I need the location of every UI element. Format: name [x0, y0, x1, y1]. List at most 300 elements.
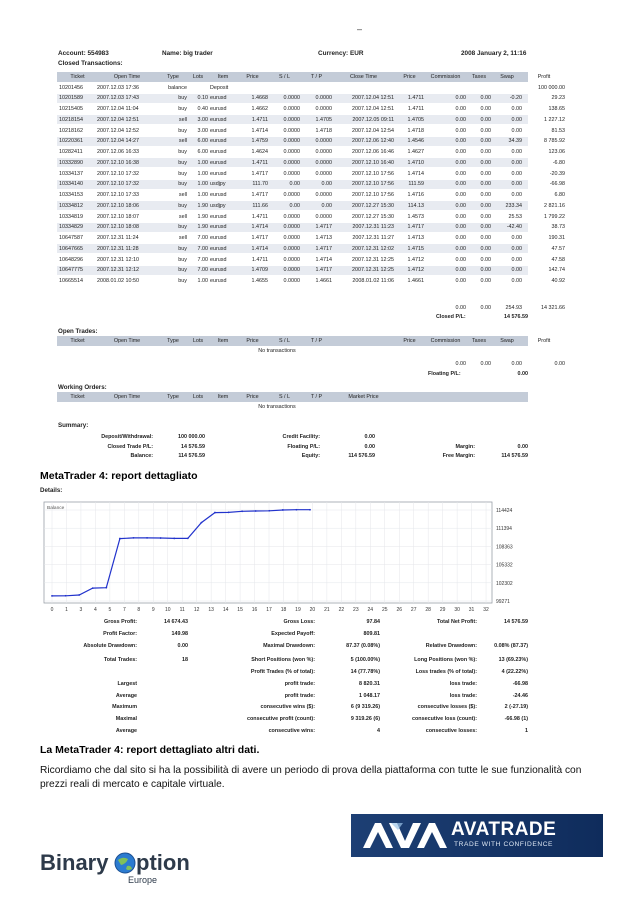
table-cell: buy — [178, 127, 187, 134]
totals-row — [57, 359, 565, 368]
table-cell: 1.4717 — [315, 224, 332, 231]
table-cell: 0.00 — [511, 192, 522, 198]
table-cell: 0.0000 — [315, 213, 332, 220]
table-cell: 10334140 — [59, 181, 83, 188]
stat-label: consecutive losses: — [425, 727, 477, 734]
stat-label: Long Positions (won %): — [414, 657, 477, 664]
table-cell: 1.4712 — [407, 267, 424, 274]
table-cell: 0.00 — [321, 202, 332, 209]
table-cell: 2007.12.31 11:27 — [352, 235, 394, 241]
summary-label: Margin: — [455, 443, 475, 450]
table-cell: 1.4713 — [407, 235, 424, 241]
table-cell: 0.00 — [480, 149, 491, 155]
table-cell: 2007.12.10 17:56 — [352, 181, 394, 188]
table-cell: eurusd — [210, 170, 227, 177]
table-cell: 0.0000 — [283, 127, 300, 134]
table-cell: 0.10 — [197, 95, 208, 102]
stat-label: consecutive wins ($): — [260, 704, 315, 711]
table-cell: balance — [168, 84, 187, 91]
table-cell: 81.53 — [551, 127, 565, 134]
table-cell: 2007.12.04 12:51 — [97, 116, 139, 123]
stat-label: profit trade: — [284, 680, 315, 687]
stat-value: -24.46 — [512, 692, 528, 699]
table-header-cell: S / L — [278, 73, 291, 80]
table-cell: 0.00 — [511, 235, 522, 241]
table-cell: 233.34 — [505, 202, 522, 209]
balance-point — [214, 512, 216, 514]
table-cell: 1.4661 — [315, 278, 332, 284]
table-cell: 0.00 — [480, 278, 491, 284]
table-cell: 0.00 — [511, 116, 522, 123]
balance-point — [241, 510, 243, 512]
table-row — [57, 83, 565, 92]
x-tick-label: 3 — [79, 607, 83, 613]
table-cell: 1.4573 — [407, 213, 424, 220]
total-cell: 0.00 — [480, 360, 491, 367]
table-header-cell: Profit — [537, 73, 551, 80]
table-cell: 2008.01.02 11:06 — [352, 278, 394, 284]
table-cell: 10218154 — [59, 116, 83, 123]
table-cell: 1.4711 — [251, 116, 268, 123]
table-cell: 0.00 — [455, 181, 466, 188]
balance-point — [296, 509, 298, 511]
table-cell: 7.00 — [197, 256, 208, 263]
table-cell: 10215405 — [59, 106, 83, 112]
stat-label: consecutive profit (count): — [247, 716, 315, 722]
plot-area — [44, 502, 492, 603]
summary-title: Summary: — [58, 422, 89, 429]
table-row — [57, 158, 565, 167]
table-cell: 2007.12.10 17:32 — [97, 170, 139, 177]
y-tick-label: 114424 — [496, 508, 513, 514]
table-cell: 2007.12.04 12:51 — [352, 106, 394, 112]
table-cell: 10218162 — [59, 127, 83, 134]
x-tick-label: 14 — [222, 607, 229, 613]
table-cell: 0.00 — [480, 138, 491, 145]
table-cell: 1.4711 — [251, 256, 268, 263]
table-cell: 2007.12.10 16:40 — [352, 159, 394, 166]
table-cell: 2007.12.04 12:54 — [352, 127, 394, 134]
table-cell: 10334137 — [59, 170, 83, 177]
table-cell: 0.00 — [480, 106, 491, 112]
table-cell: 0.0000 — [283, 278, 300, 284]
table-cell: 0.00 — [480, 267, 491, 274]
x-tick-label: 16 — [251, 607, 258, 613]
x-tick-label: 12 — [193, 607, 200, 613]
stat-label: Gross Loss: — [283, 619, 315, 625]
table-cell: 40.92 — [551, 278, 565, 284]
open-trades-title: Open Trades: — [58, 328, 98, 335]
table-cell: 2007.12.03 17:36 — [97, 84, 139, 91]
table-row — [57, 234, 565, 243]
table-cell: 2007.12.04 12:52 — [97, 127, 139, 134]
stat-value: -66.98 — [512, 680, 528, 687]
table-cell: 2007.12.10 18:06 — [97, 202, 139, 209]
summary-label: Balance: — [130, 453, 153, 459]
table-cell: 0.0000 — [283, 116, 300, 123]
page-dash: – — [357, 24, 363, 34]
table-row — [57, 266, 565, 275]
table-cell: 2007.12.31 11:24 — [97, 235, 139, 241]
table-cell: 0.0000 — [283, 95, 300, 102]
balance-point — [119, 538, 121, 540]
binary-option-logo — [40, 850, 220, 890]
table-cell: 0.0000 — [283, 256, 300, 263]
table-cell: 10647587 — [59, 235, 83, 241]
stat-value: 809.81 — [363, 630, 380, 637]
avatrade-logo — [351, 814, 603, 857]
stat-label: Profit Trades (% of total): — [250, 669, 315, 675]
table-cell: 1.4711 — [251, 213, 268, 220]
table-header-cell: Ticket — [70, 337, 85, 344]
table-cell: 2008.01.02 10:50 — [97, 278, 139, 284]
balance-point — [187, 537, 189, 539]
table-cell: 1.4661 — [407, 278, 424, 284]
table-cell: 0.00 — [480, 127, 491, 134]
x-tick-label: 0 — [50, 607, 54, 613]
table-header-cell: T / P — [310, 393, 323, 400]
table-cell: eurusd — [210, 192, 227, 198]
summary-label: Free Margin: — [442, 453, 475, 459]
floating-pl-label: Floating P/L: — [428, 371, 461, 377]
table-cell: 111.70 — [252, 181, 268, 188]
y-tick-label: 108363 — [496, 544, 513, 551]
stat-value: 1 048.17 — [359, 692, 380, 699]
table-cell: buy — [178, 202, 187, 209]
table-cell: 2007.12.03 17:43 — [97, 95, 139, 102]
working-orders-title: Working Orders: — [58, 384, 107, 391]
balance-point — [105, 587, 107, 589]
table-cell: 0.00 — [480, 202, 491, 209]
table-cell: 0.0000 — [283, 235, 300, 241]
table-cell: sell — [178, 213, 187, 220]
table-cell: 2007.12.06 16:33 — [97, 149, 139, 155]
stat-value: 13 (69.23%) — [498, 657, 528, 664]
balance-point — [268, 510, 270, 512]
stat-label: consecutive wins: — [268, 727, 315, 734]
table-cell: 1.4718 — [315, 127, 332, 134]
table-cell: 1.4668 — [251, 95, 268, 102]
summary-value: 114 576.59 — [501, 453, 528, 459]
table-cell: 3.00 — [197, 116, 208, 123]
x-tick-label: 5 — [108, 607, 112, 613]
avatrade-slogan: TRADE WITH CONFIDENCE — [454, 841, 554, 848]
total-cell: 0.00 — [480, 304, 491, 311]
stat-label: Expected Payoff: — [271, 630, 315, 637]
x-tick-label: 30 — [454, 607, 460, 613]
stat-value: 8 820.31 — [359, 680, 380, 687]
table-cell: 2007.12.10 17:33 — [97, 192, 139, 198]
table-cell: buy — [178, 256, 187, 263]
account-label: Account: 554983 — [58, 50, 109, 57]
stat-value: 149.98 — [171, 630, 188, 637]
table-cell: 1.00 — [197, 278, 208, 284]
x-tick-label: 26 — [396, 607, 403, 613]
summary-value: 114 576.59 — [348, 453, 375, 459]
working-table-header — [57, 392, 528, 402]
x-tick-label: 20 — [309, 607, 316, 613]
table-cell: 111.59 — [408, 181, 424, 188]
table-cell: 1.4711 — [407, 95, 424, 102]
table-cell: eurusd — [210, 224, 227, 231]
table-cell: 1.90 — [197, 213, 208, 220]
table-header-cell: Lots — [192, 73, 204, 80]
table-cell: 1.4716 — [407, 192, 424, 198]
table-cell: 1.00 — [197, 159, 208, 166]
table-cell: 0.40 — [197, 106, 208, 112]
total-cell: 0.00 — [455, 360, 466, 367]
intro-paragraph: Ricordiamo che dal sito si ha la possibilità di avere un periodo di prova della piattaforma con tutte le sue funzionalità con prezzi reali di mercato e capitale virtuale. — [40, 765, 582, 790]
table-cell: 0.00 — [321, 181, 332, 188]
table-cell: 6.80 — [554, 192, 565, 198]
table-cell: -66.98 — [549, 181, 565, 188]
table-cell: 2007.12.04 11:04 — [97, 106, 139, 112]
table-row — [57, 191, 565, 200]
table-cell: eurusd — [210, 278, 227, 284]
table-cell: 111.66 — [252, 202, 268, 209]
x-tick-label: 11 — [179, 607, 185, 613]
avatrade-name: AVATRADE — [451, 819, 557, 840]
x-tick-label: 1 — [65, 607, 68, 613]
table-cell: 0.00 — [511, 159, 522, 166]
table-cell: 2007.12.10 18:08 — [97, 224, 139, 231]
table-cell: 1.00 — [197, 170, 208, 177]
table-cell: 2007.12.31 11:23 — [352, 224, 394, 231]
table-header-cell: Commission — [430, 337, 461, 344]
closed-pl-label: Closed P/L: — [436, 314, 466, 320]
stat-label: Total Net Profit: — [436, 619, 477, 625]
table-header-cell: Swap — [500, 73, 514, 80]
stat-value: 97.84 — [366, 619, 380, 625]
total-cell: 254.93 — [505, 304, 522, 311]
table-cell: eurusd — [210, 95, 227, 102]
table-cell: 0.00 — [455, 159, 466, 166]
table-header-cell: Item — [217, 337, 229, 344]
table-cell: 0.00 — [511, 267, 522, 274]
table-cell: 1.4712 — [407, 256, 424, 263]
table-cell: usdjpy — [210, 181, 226, 188]
balance-chart-svg — [40, 498, 520, 613]
table-cell: 1.4627 — [407, 149, 424, 155]
table-cell: 0.00 — [480, 170, 491, 177]
table-cell: 2007.12.31 12:25 — [352, 256, 394, 263]
table-header-cell: Price — [246, 337, 259, 344]
table-cell: eurusd — [210, 127, 227, 134]
table-cell: 2 821.16 — [544, 202, 565, 209]
table-row — [57, 126, 565, 135]
table-cell: 0.00 — [511, 245, 522, 252]
x-tick-label: 24 — [367, 607, 374, 613]
table-header-cell: Price — [246, 393, 259, 400]
table-cell: eurusd — [210, 116, 227, 123]
table-row — [57, 277, 565, 286]
caption-details: La MetaTrader 4: report dettagliato altri dati. — [40, 744, 260, 756]
x-tick-label: 7 — [122, 607, 126, 613]
table-cell: 1.4662 — [251, 106, 268, 112]
table-header-cell: Open Time — [113, 393, 141, 400]
table-cell: -42.40 — [506, 224, 522, 231]
table-cell: 2007.12.10 16:38 — [97, 159, 139, 166]
table-cell: 10201589 — [59, 95, 83, 102]
table-cell: 0.0000 — [283, 138, 300, 145]
stat-value: 18 — [182, 657, 188, 664]
table-cell: 0.0000 — [315, 95, 332, 102]
table-cell: 123.06 — [548, 149, 565, 155]
table-cell: 10647775 — [59, 267, 83, 274]
x-tick-label: 10 — [164, 607, 171, 613]
summary-label: Deposit/Withdrawal: — [101, 434, 153, 440]
table-cell: 1.4709 — [251, 267, 268, 274]
table-cell: Deposit — [210, 84, 229, 91]
stat-label: loss trade: — [449, 680, 477, 687]
table-row — [57, 137, 565, 146]
table-cell: 0.00 — [455, 192, 466, 198]
total-cell: 0.00 — [554, 360, 565, 367]
stat-value: 1 — [525, 727, 528, 734]
table-cell: 10648296 — [59, 256, 83, 263]
table-header-cell: T / P — [310, 73, 323, 80]
table-cell: 0.00 — [289, 202, 300, 209]
table-cell: 10334812 — [59, 202, 83, 209]
table-cell: 0.00 — [511, 256, 522, 263]
table-cell: 2007.12.31 12:02 — [352, 245, 394, 252]
x-tick-label: 18 — [280, 607, 287, 613]
stat-value: 0.00 — [177, 642, 188, 649]
table-cell: buy — [178, 278, 187, 284]
table-cell: 114.13 — [407, 202, 424, 209]
table-cell: buy — [178, 224, 187, 231]
table-header-cell: Commission — [430, 73, 461, 80]
table-cell: 25.53 — [508, 213, 522, 220]
table-cell: eurusd — [210, 159, 227, 166]
table-row — [57, 244, 565, 253]
table-header-cell: Market Price — [348, 393, 379, 400]
table-cell: 0.00 — [480, 256, 491, 263]
table-cell: 47.58 — [551, 256, 565, 263]
table-cell: 1.4711 — [251, 159, 268, 166]
table-cell: 0.0000 — [283, 224, 300, 231]
table-header-cell: Type — [167, 73, 179, 80]
table-row — [57, 94, 565, 103]
table-cell: 0.00 — [480, 181, 491, 188]
stat-label: consecutive losses ($): — [417, 704, 477, 711]
table-cell: 47.57 — [551, 245, 565, 252]
balance-point — [65, 595, 67, 597]
summary-label: Floating P/L: — [287, 443, 320, 450]
stat-label: Loss trades (% of total): — [415, 669, 477, 675]
x-tick-label: 8 — [137, 607, 141, 613]
x-tick-label: 28 — [425, 607, 431, 613]
table-cell: 2007.12.31 12:12 — [97, 267, 139, 274]
table-cell: 2007.12.10 17:32 — [97, 181, 139, 188]
table-cell: 0.0000 — [283, 149, 300, 155]
table-header-cell: Open Time — [113, 337, 141, 344]
stat-value: 0.08% (87.37) — [494, 642, 528, 649]
table-cell: 0.0000 — [283, 170, 300, 177]
table-cell: 0.0000 — [283, 213, 300, 220]
summary-value: 14 576.59 — [181, 443, 205, 450]
table-cell: buy — [178, 95, 187, 102]
table-row — [57, 105, 565, 114]
table-cell: 1.4717 — [251, 170, 268, 177]
table-header-cell: Profit — [537, 337, 551, 344]
table-cell: 0.0000 — [315, 138, 332, 145]
summary-value: 100 000.00 — [178, 434, 205, 440]
table-cell: 10647665 — [59, 245, 83, 252]
table-cell: 0.00 — [455, 170, 466, 177]
table-cell: 0.00 — [480, 95, 491, 102]
table-cell: 0.00 — [455, 127, 466, 134]
stat-value: 14 576.59 — [504, 619, 528, 625]
table-cell: 1.4705 — [315, 116, 332, 123]
details-title: Details: — [40, 487, 63, 494]
table-cell: 0.00 — [455, 106, 466, 112]
table-cell: 1.4713 — [315, 235, 332, 241]
option-word: ption — [136, 850, 190, 875]
open-table-header — [57, 336, 551, 346]
table-cell: 7.00 — [197, 245, 208, 252]
table-cell: 7.00 — [197, 235, 208, 241]
x-tick-label: 32 — [483, 607, 489, 613]
balance-point — [78, 594, 80, 596]
x-tick-label: 25 — [381, 607, 388, 613]
balance-point — [173, 538, 175, 540]
table-cell: 0.00 — [455, 213, 466, 220]
table-cell: 1.4711 — [407, 106, 424, 112]
table-cell: 0.0000 — [283, 159, 300, 166]
x-tick-label: 13 — [208, 607, 214, 613]
stat-label: Absolute Drawdown: — [83, 642, 137, 649]
table-cell: 0.00 — [455, 235, 466, 241]
table-cell: 2007.12.31 12:10 — [97, 256, 139, 263]
x-tick-label: 27 — [410, 607, 417, 613]
balance-point — [160, 537, 162, 539]
closed-table-header — [57, 72, 551, 82]
summary-label: Credit Facility: — [282, 434, 320, 440]
stat-label: loss trade: — [449, 692, 477, 699]
table-cell: 0.00 — [511, 170, 522, 177]
balance-point — [133, 537, 135, 539]
table-cell: 10332890 — [59, 159, 83, 166]
table-cell: 0.0000 — [283, 267, 300, 274]
stat-value: 2 (-27.19) — [504, 704, 528, 711]
stat-value: 4 (22.22%) — [501, 669, 528, 675]
table-cell: 0.00 — [511, 278, 522, 284]
table-cell: 10334829 — [59, 224, 83, 231]
table-cell: buy — [178, 106, 187, 112]
table-cell: 1.4714 — [251, 224, 268, 231]
stat-label: Total Trades: — [103, 657, 137, 664]
table-cell: 1.00 — [197, 181, 208, 188]
table-cell: 6.00 — [197, 149, 208, 155]
table-cell: 142.74 — [548, 267, 565, 274]
stat-label: Maximum — [112, 704, 137, 711]
table-header-cell: S / L — [278, 337, 291, 344]
table-cell: 10334819 — [59, 213, 83, 220]
table-cell: 1.4717 — [315, 245, 332, 252]
x-tick-label: 4 — [94, 607, 97, 613]
table-cell: buy — [178, 245, 187, 252]
table-row — [57, 201, 565, 210]
table-cell: 0.0000 — [283, 106, 300, 112]
x-tick-label: 9 — [151, 607, 155, 613]
table-cell: eurusd — [210, 149, 227, 155]
table-cell: 10334153 — [59, 192, 83, 198]
table-cell: 1.4714 — [315, 256, 332, 263]
table-cell: -0.20 — [509, 95, 522, 102]
y-tick-label: 111394 — [496, 526, 512, 533]
table-cell: 1.4655 — [251, 278, 268, 284]
